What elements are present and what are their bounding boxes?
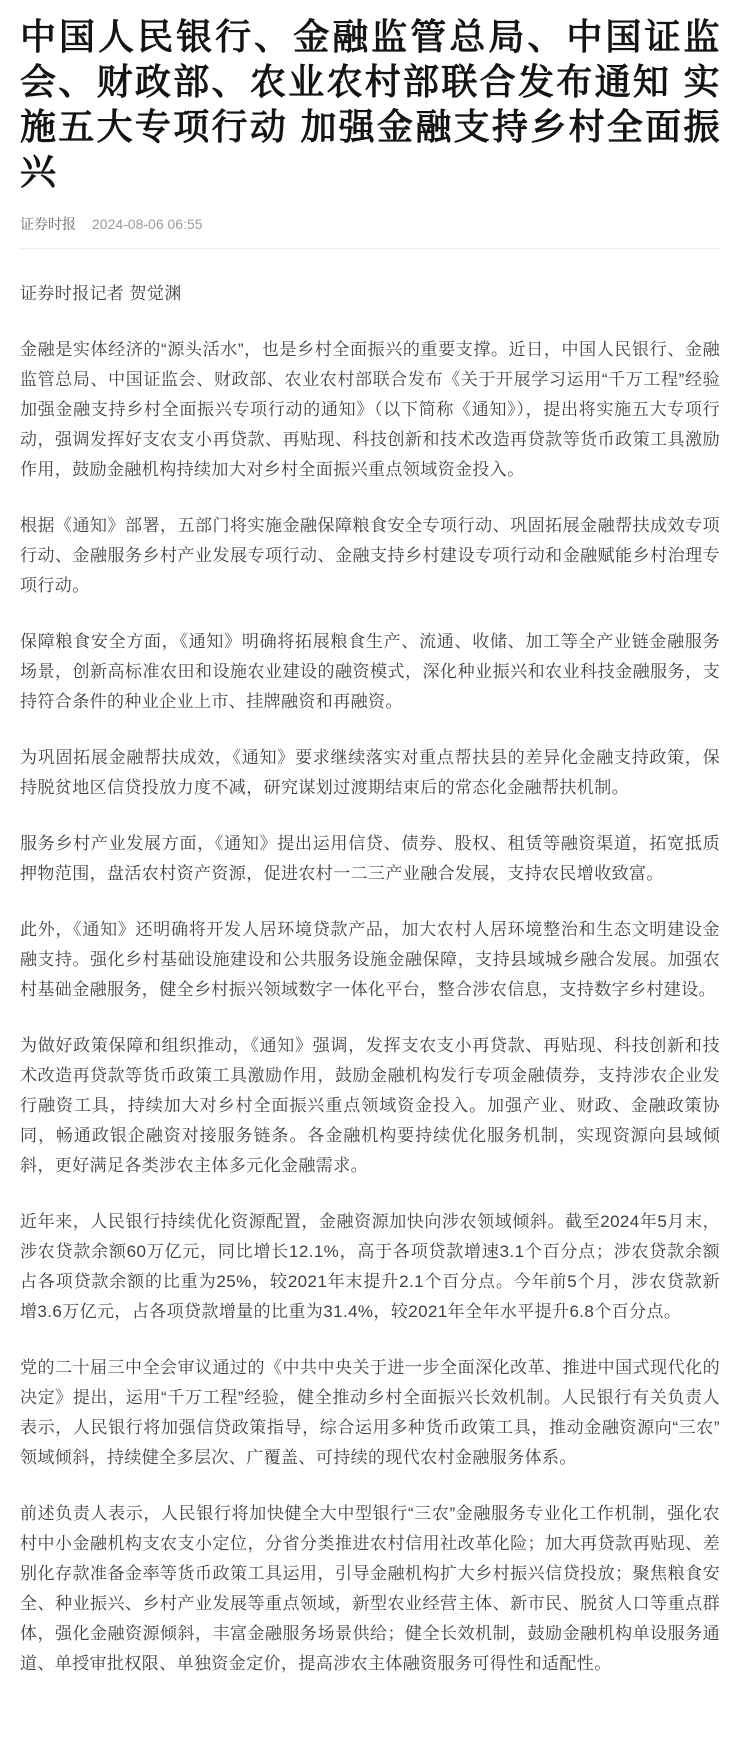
paragraph: 服务乡村产业发展方面，《通知》提出运用信贷、债券、股权、租赁等融资渠道，拓宽抵质押物范围，盘活农村资产资源，促进农村一二三产业融合发展，支持农民增收致富。: [20, 834, 720, 883]
paragraph: 前述负责人表示，人民银行将加快健全大中型银行“三农”金融服务专业化工作机制，强化农村中小金融机构支农支小定位，分省分类推进农村信用社改革化险；加大再贷款再贴现、差别化存款准备金率等货币政策工具运用，引导金融机构扩大乡村振兴信贷投放；聚焦粮食安全、种业振兴、乡村产业发展等重点领域，新型农业经营主体、新市民、脱贫人口等重点群体，强化金融资源倾斜，丰富金融服务场景供给；健全长效机制，鼓励金融机构单设服务通道、单授审批权限、单独资金定价，提高涉农主体融资服务可得性和适配性。: [20, 1504, 720, 1673]
article-meta: [20, 214, 720, 234]
paragraph: 金融是实体经济的“源头活水”，也是乡村全面振兴的重要支撑。近日，中国人民银行、金融监管总局、中国证监会、财政部、农业农村部联合发布《关于开展学习运用“千万工程”经验 加强金融支持乡村全面振兴专项行动的通知》（以下简称《通知》），提出将实施五大专项行动，强调发挥好支农支小再贷款、再贴现、科技创新和技术改造再贷款等货币政策工具激励作用，鼓励金融机构持续加大对乡村全面振兴重点领域资金投入。: [20, 340, 720, 479]
paragraph: 近年来，人民银行持续优化资源配置，金融资源加快向涉农领域倾斜。截至2024年5月末，涉农贷款余额60万亿元，同比增长12.1%，高于各项贷款增速3.1个百分点；涉农贷款余额占各项贷款余额的比重为25%，较2021年末提升2.1个百分点。今年前5个月，涉农贷款新增3.6万亿元，占各项贷款增量的比重为31.4%，较2021年全年水平提升6.8个百分点。: [20, 1212, 720, 1321]
publish-time: 2024-08-06 06:55: [92, 216, 203, 232]
article-title: 中国人民银行、金融监管总局、中国证监会、财政部、农业农村部联合发布通知 实施五大专项行动 加强金融支持乡村全面振兴: [20, 16, 720, 192]
paragraph: 保障粮食安全方面，《通知》明确将拓展粮食生产、流通、收储、加工等全产业链金融服务场景，创新高标准农田和设施农业建设的融资模式，深化种业振兴和农业科技金融服务，支持符合条件的种业企业上市、挂牌融资和再融资。: [20, 632, 720, 711]
paragraph: 党的二十届三中全会审议通过的《中共中央关于进一步全面深化改革、推进中国式现代化的决定》提出，运用“千万工程”经验，健全推动乡村全面振兴长效机制。人民银行有关负责人表示，人民银行将加强信贷政策指导，综合运用多种货币政策工具，推动金融资源向“三农”领域倾斜，持续健全多层次、广覆盖、可持续的现代农村金融服务体系。: [20, 1358, 720, 1467]
divider: [20, 248, 720, 249]
paragraph: 根据《通知》部署，五部门将实施金融保障粮食安全专项行动、巩固拓展金融帮扶成效专项行动、金融服务乡村产业发展专项行动、金融支持乡村建设专项行动和金融赋能乡村治理专项行动。: [20, 516, 720, 595]
byline: 证券时报记者 贺觉渊: [20, 284, 182, 303]
source-name[interactable]: 证券时报: [20, 216, 76, 232]
paragraph: 为做好政策保障和组织推动，《通知》强调，发挥支农支小再贷款、再贴现、科技创新和技术改造再贷款等货币政策工具激励作用，鼓励金融机构发行专项金融债券，支持涉农企业发行融资工具，持续加大对乡村全面振兴重点领域资金投入。加强产业、财政、金融政策协同，畅通政银企融资对接服务链条。各金融机构要持续优化服务机制，实现资源向县域倾斜，更好满足各类涉农主体多元化金融需求。: [20, 1036, 720, 1175]
paragraph: 为巩固拓展金融帮扶成效，《通知》要求继续落实对重点帮扶县的差异化金融支持政策，保持脱贫地区信贷投放力度不减，研究谋划过渡期结束后的常态化金融帮扶机制。: [20, 748, 720, 797]
paragraph: 此外，《通知》还明确将开发人居环境贷款产品，加大农村人居环境整治和生态文明建设金融支持。强化乡村基础设施建设和公共服务设施金融保障，支持县域城乡融合发展。加强农村基础金融服务，健全乡村振兴领域数字一体化平台，整合涉农信息，支持数字乡村建设。: [20, 920, 720, 999]
